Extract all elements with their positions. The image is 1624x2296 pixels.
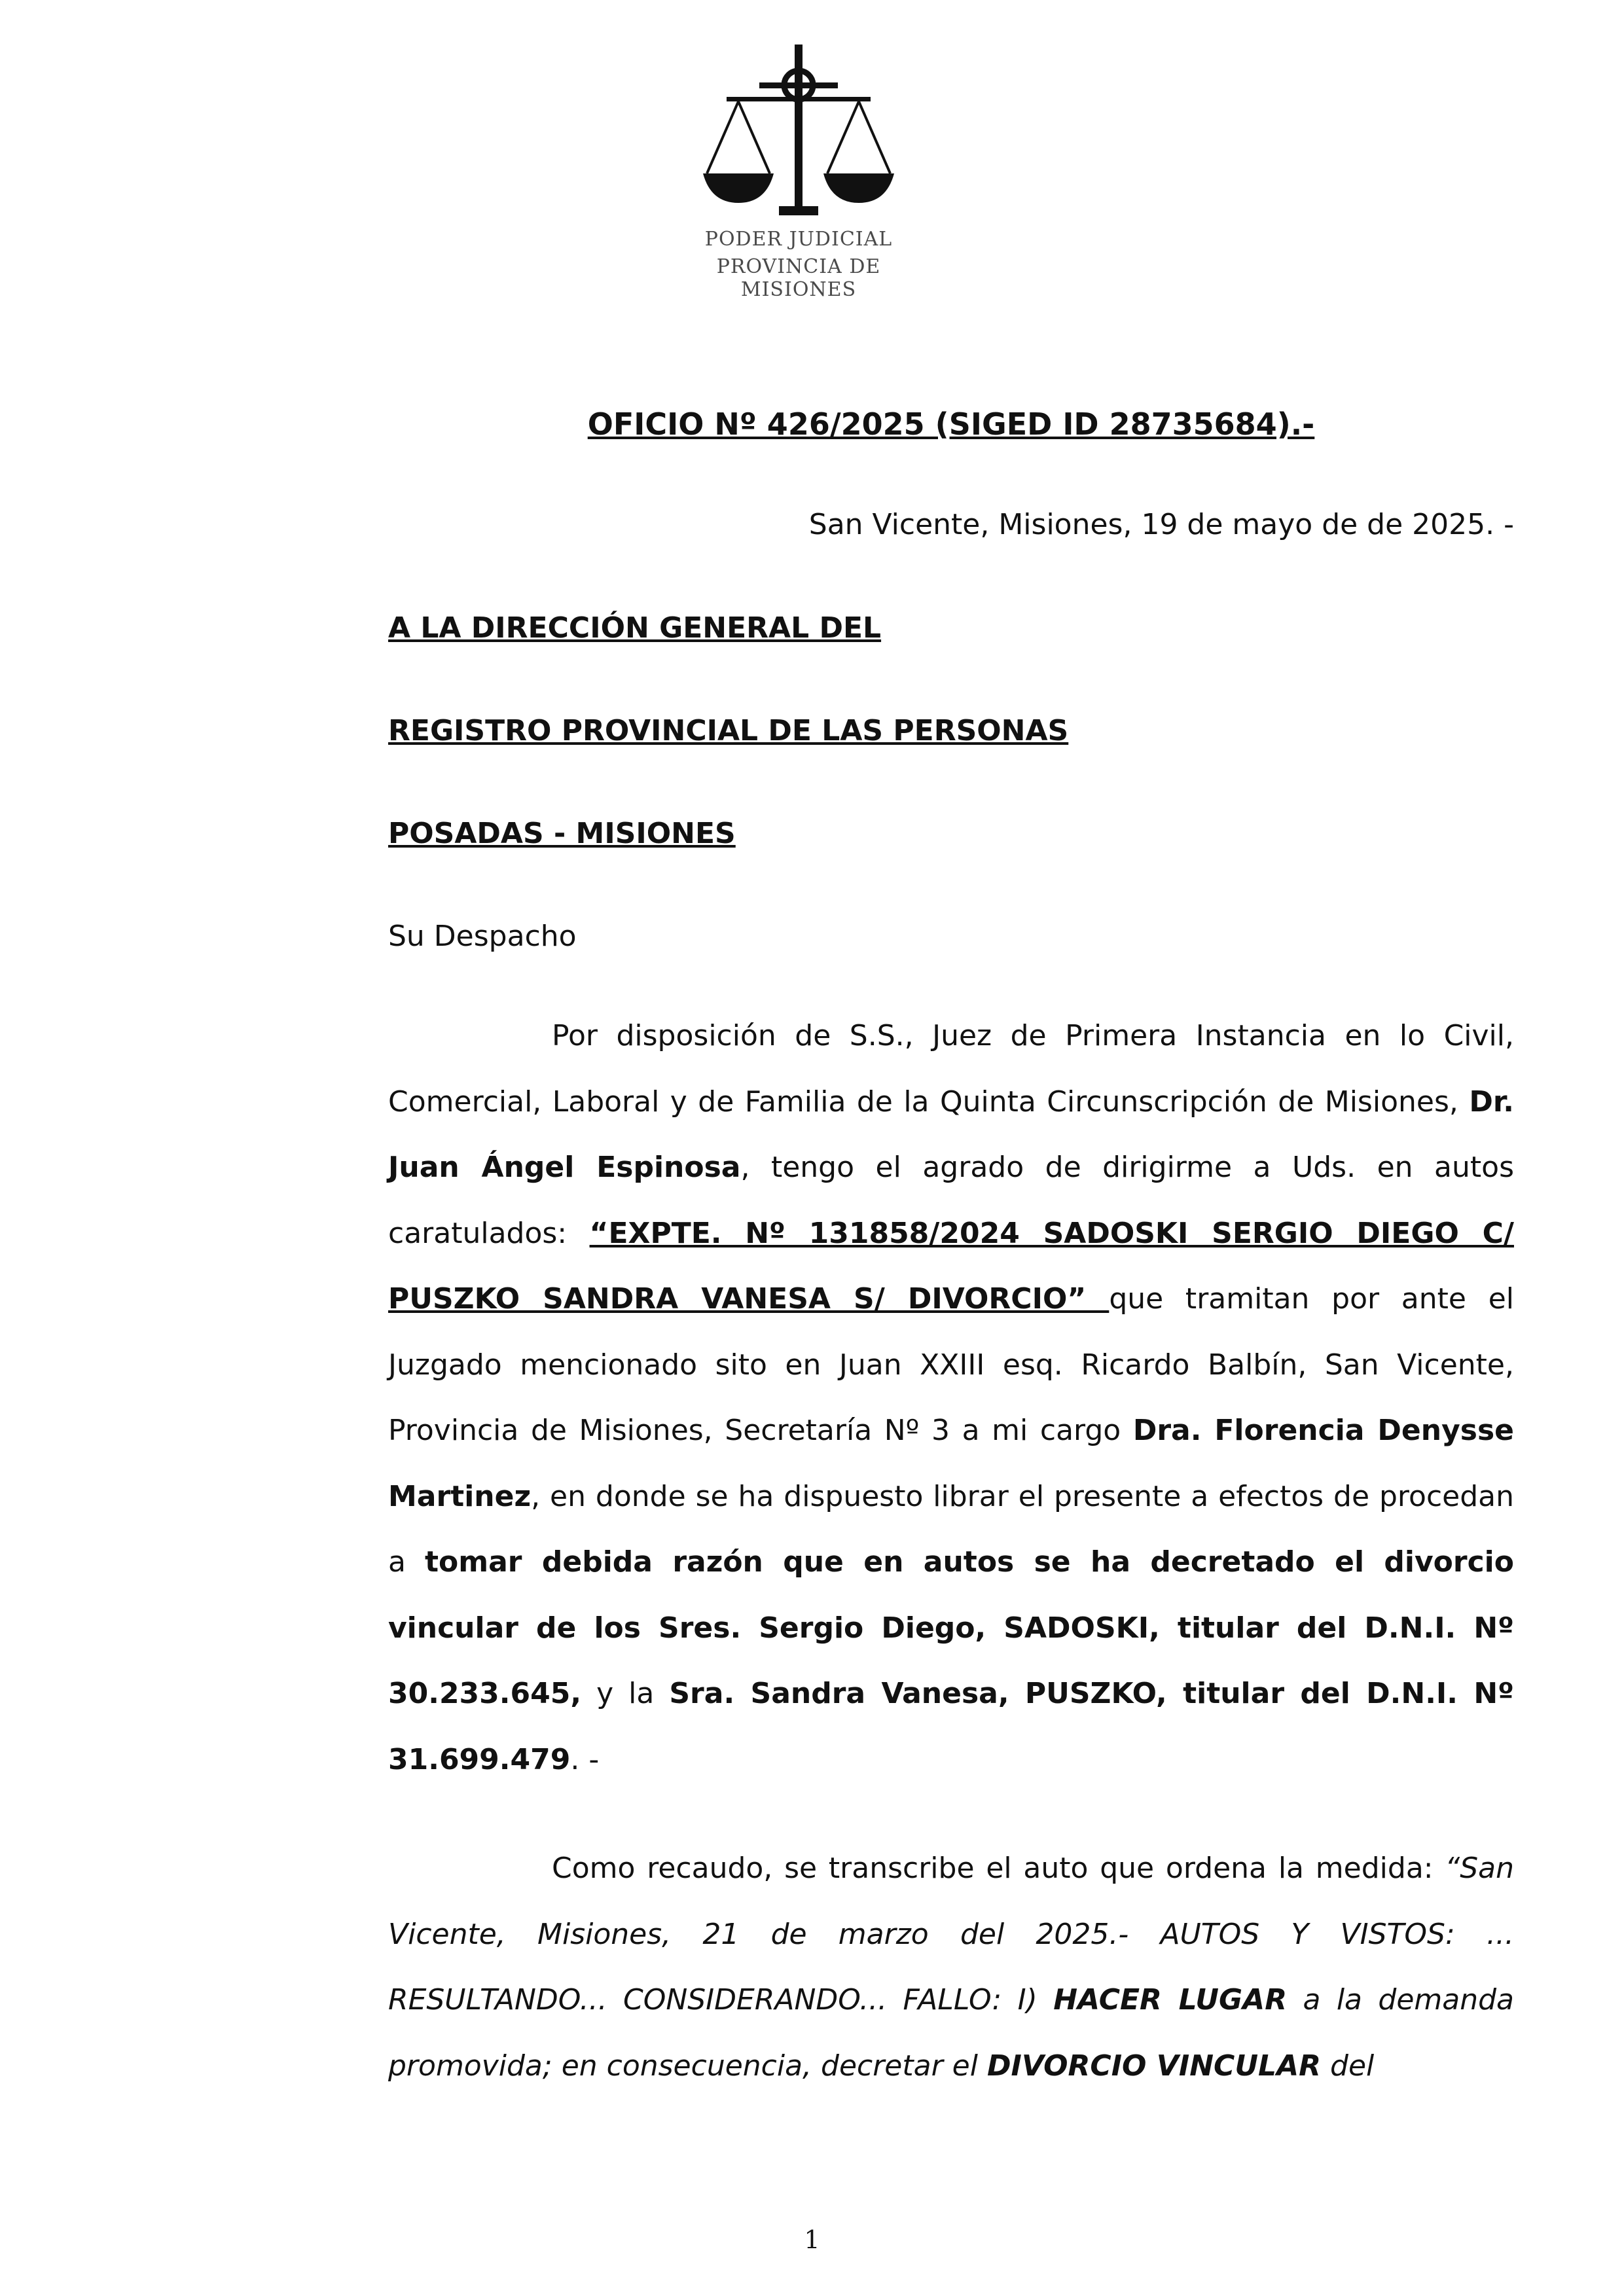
order-text: tomar debida razón que en autos se ha decretado el divorcio vincular de los Sres. Sergio Diego, SADOSKI, titular del D.N.I. Nº 30.233.645, [388, 1545, 1514, 1710]
judge-name: Dr. Juan Ángel Espinosa [388, 1085, 1514, 1184]
addressee-line-2: REGISTRO PROVINCIAL DE LAS PERSONAS [388, 714, 1069, 747]
secretary-name: Dra. Florencia Denysse Martinez [388, 1414, 1514, 1513]
addressee-line-3: POSADAS - MISIONES [388, 817, 736, 850]
p2-quote-3: del [1321, 2049, 1375, 2083]
addressee-line-1: A LA DIRECCIÓN GENERAL DEL [388, 611, 882, 645]
p1-text-5: y la [581, 1677, 670, 1710]
p2-bold-divorcio: DIVORCIO VINCULAR [986, 2049, 1322, 2083]
p1-text-3: que tramitan por ante el Juzgado mencionado sito en Juan XXIII esq. Ricardo Balbín, San Vicente, Provincia de Misiones, Secretaría Nº 3 a mi cargo [388, 1282, 1514, 1447]
body-paragraph-1 [388, 1003, 1514, 1793]
p1-text-4: , en donde se ha dispuesto librar el presente a efectos de procedan a [388, 1479, 1514, 1579]
case-title: “EXPTE. Nº 131858/2024 SADOSKI SERGIO DIEGO C/ PUSZKO SANDRA VANESA S/ DIVORCIO” [388, 1216, 1514, 1316]
logo-line-poder-judicial: PODER JUDICIAL [704, 228, 893, 251]
p2-quote-2: a la demanda promovida; en consecuencia, decretar el [388, 1983, 1514, 2083]
party2-text: Sra. Sandra Vanesa, PUSZKO, titular del D.N.I. Nº 31.699.479 [388, 1677, 1514, 1776]
p2-quote-1: “San Vicente, Misiones, 21 de marzo del 2025.- AUTOS Y VISTOS: ... RESULTANDO... CONSIDERANDO... FALLO: I) [388, 1852, 1514, 2017]
p1-text-2: , tengo el agrado de dirigirme a Uds. en autos caratulados: [388, 1151, 1515, 1250]
p2-bold-hacer-lugar: HACER LUGAR [1053, 1983, 1288, 2017]
letterhead-logo [661, 39, 936, 301]
p1-text-1: Por disposición de S.S., Juez de Primera Instancia en lo Civil, Comercial, Laboral y de Familia de la Quinta Circunscripción de Misiones, [388, 1019, 1514, 1119]
logo-line-provincia: PROVINCIA DE MISIONES [716, 255, 881, 301]
addressee-block [388, 596, 1514, 969]
document-title: OFICIO Nº 426/2025 (SIGED ID 28735684).- [587, 406, 1315, 442]
p1-text-6: . - [570, 1742, 600, 1776]
body-paragraph-2 [388, 1836, 1514, 2099]
salutation: Su Despacho [388, 920, 577, 953]
page-number: 1 [804, 2225, 820, 2254]
scales-of-justice-icon [700, 39, 897, 223]
date-line: San Vicente, Misiones, 19 de mayo de de 2025. - [808, 508, 1514, 541]
p2-text-1: Como recaudo, se transcribe el auto que ordena la medida: [552, 1852, 1445, 1885]
